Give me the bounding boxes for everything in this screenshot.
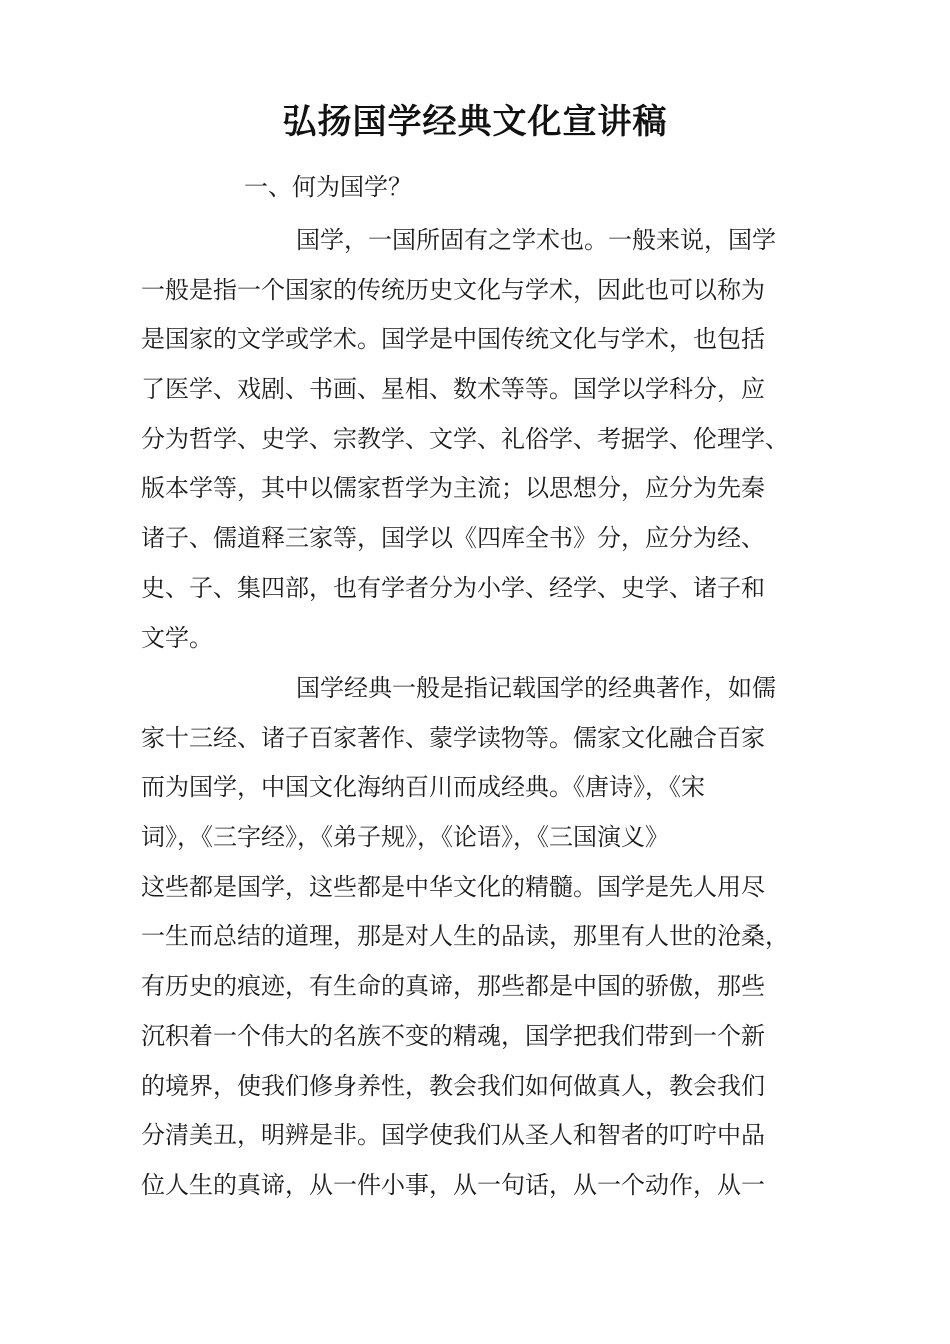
paragraph-line: 了医学、戏剧、书画、星相、数术等等。国学以学科分，应 — [141, 375, 765, 404]
paragraph-line: 诸子、儒道释三家等，国学以《四库全书》分，应分为经、 — [141, 524, 765, 553]
paragraph-line: 有历史的痕迹，有生命的真谛，那些都是中国的骄傲，那些 — [141, 972, 765, 1001]
paragraph-line: 这些都是国学，这些都是中华文化的精髓。国学是先人用尽 — [141, 872, 765, 901]
paragraph-line: 一生而总结的道理，那是对人生的品读，那里有人世的沧桑， — [141, 922, 789, 951]
paragraph-line: 的境界，使我们修身养性，教会我们如何做真人，教会我们 — [141, 1071, 765, 1100]
paragraph-line: 家十三经、诸子百家著作、蒙学读物等。儒家文化融合百家 — [141, 723, 765, 752]
paragraph-line: 是国家的文学或学术。国学是中国传统文化与学术，也包括 — [141, 325, 765, 354]
paragraph-line: 分为哲学、史学、宗教学、文学、礼俗学、考据学、伦理学、 — [141, 424, 789, 453]
paragraph-line: 词》，《三字经》，《弟子规》，《论语》，《三国演义》 — [141, 823, 669, 852]
paragraph-line: 史、子、集四部，也有学者分为小学、经学、史学、诸子和 — [141, 573, 765, 602]
paragraph-1 — [141, 216, 841, 663]
paragraph-line: 国学，一国所固有之学术也。一般来说，国学 — [296, 226, 776, 254]
paragraph-line: 位人生的真谛，从一件小事，从一句话，从一个动作，从一 — [141, 1170, 765, 1199]
paragraph-line: 而为国学，中国文化海纳百川而成经典。《唐诗》，《宋 — [141, 773, 705, 802]
section-heading: 一、何为国学？ — [244, 173, 412, 201]
paragraph-2 — [141, 664, 841, 1211]
paragraph-line: 一般是指一个国家的传统历史文化与学术，因此也可以称为 — [141, 275, 765, 304]
paragraph-line: 国学经典一般是指记载国学的经典著作，如儒 — [296, 674, 776, 702]
paragraph-line: 分清美丑，明辨是非。国学使我们从圣人和智者的叮咛中品 — [141, 1121, 765, 1150]
paragraph-line: 版本学等，其中以儒家哲学为主流；以思想分，应分为先秦 — [141, 474, 765, 503]
paragraph-line: 沉积着一个伟大的名族不变的精魂，国学把我们带到一个新 — [141, 1021, 765, 1050]
paragraph-line: 文学。 — [141, 623, 213, 652]
document-title: 弘扬国学经典文化宣讲稿 — [282, 102, 668, 142]
